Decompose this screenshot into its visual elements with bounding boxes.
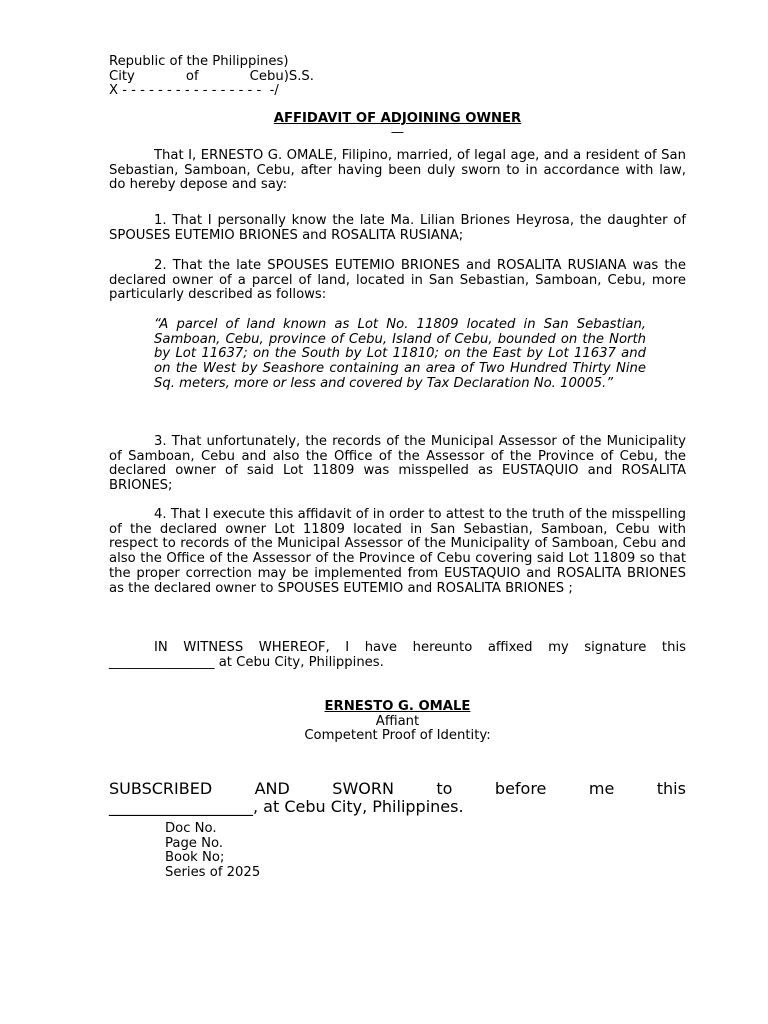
- title-dash: —: [390, 125, 405, 140]
- document-title: AFFIDAVIT OF ADJOINING OWNER: [273, 111, 522, 126]
- caption-cebu-word: Cebu)S.S.: [249, 68, 314, 84]
- witness-text: IN WITNESS WHEREOF, I have hereunto affixed my signature this: [154, 640, 686, 655]
- affiant-label: Affiant: [375, 713, 420, 729]
- witness-paragraph: [109, 641, 686, 670]
- jurat-word: SUBSCRIBED: [109, 779, 213, 798]
- proof-of-identity-label: Competent Proof of Identity:: [304, 728, 491, 744]
- jurat-block: [109, 780, 686, 816]
- affiant-name: ERNESTO G. OMALE: [324, 699, 471, 714]
- jurat-word: before: [494, 779, 547, 798]
- venue-caption: [109, 55, 686, 99]
- witness-location-text: at Cebu City, Philippines.: [214, 654, 384, 670]
- book-no-label: Book No;: [165, 850, 225, 866]
- series-label: Series of 2025: [165, 865, 261, 881]
- jurat-word: me: [588, 779, 615, 798]
- doc-no-label: Doc No.: [165, 821, 217, 836]
- jurat-second-line: [109, 798, 686, 816]
- caption-republic: Republic of the Philippines): [109, 54, 289, 69]
- jurat-word: SWORN: [332, 779, 394, 798]
- land-description-quote: “A parcel of land known as Lot No. 11809 located in San Sebastian, Samboan, Cebu, province of Cebu, Island of Cebu, bounded on the North by Lot 11637; on the South by Lot 11810; on the East by Lot 11637 and on the West by Seashore containing an area of Two Hundred Thirty Nine Sq. meters, more or less and covered by Tax Declaration No. 10005.”: [154, 317, 646, 391]
- signature-block: [109, 700, 686, 744]
- caption-city-word: City: [109, 68, 135, 84]
- intro-paragraph: That I, ERNESTO G. OMALE, Filipino, married, of legal age, and a resident of San Sebastian, Samboan, Cebu, after having been duly sworn to in accordance with law, do hereby depose and say:: [109, 148, 686, 193]
- caption-city: [109, 70, 314, 85]
- caption-x-line: X - - - - - - - - - - - - - - - - -/: [109, 83, 279, 99]
- witness-date-blank: ________________: [109, 654, 215, 670]
- jurat-word: to: [436, 779, 453, 798]
- paragraph-2-block: [109, 259, 686, 303]
- paragraph-2: 2. That the late SPOUSES EUTEMIO BRIONES and ROSALITA RUSIANA was the declared owner of a parcel of land, located in San Sebastian, Samboan, Cebu, more particularly described as follows:: [109, 258, 686, 303]
- jurat-word: this: [656, 779, 686, 798]
- jurat-date-blank: __________________: [109, 797, 253, 816]
- page-no-label: Page No.: [165, 835, 224, 851]
- jurat-location-text: , at Cebu City, Philippines.: [253, 797, 464, 816]
- paragraph-4-block: [109, 508, 686, 596]
- jurat-first-line: [109, 780, 686, 798]
- paragraph-1-block: [109, 214, 686, 243]
- paragraph-4: 4. That I execute this affidavit of in order to attest to the truth of the misspelling of the declared owner Lot 11809 located in San Sebastian, Samboan, Cebu with respect to records of the Municipal Assessor of the Municipality of Samboan, Cebu and also the Office of the Assessor of the Province of Cebu covering said Lot 11809 so that the proper correction may be implemented from EUSTAQUIO and ROSALITA BRIONES as the declared owner to SPOUSES EUTEMIO and ROSALITA BRIONES ;: [109, 507, 686, 596]
- paragraph-3: 3. That unfortunately, the records of the Municipal Assessor of the Municipality of Samboan, Cebu and also the Office of the Assessor of the Province of Cebu, the declared owner of said Lot 11809 was misspelled as EUSTAQUIO and ROSALITA BRIONES;: [109, 434, 686, 494]
- notarial-register-block: [165, 822, 465, 881]
- intro-block: [109, 149, 686, 193]
- caption-of-word: of: [185, 68, 199, 84]
- jurat-word: AND: [254, 779, 290, 798]
- witness-block: [109, 641, 686, 670]
- paragraph-1: 1. That I personally know the late Ma. Lilian Briones Heyrosa, the daughter of SPOUSES EUTEMIO BRIONES and ROSALITA RUSIANA;: [109, 213, 686, 243]
- paragraph-3-block: [109, 435, 686, 494]
